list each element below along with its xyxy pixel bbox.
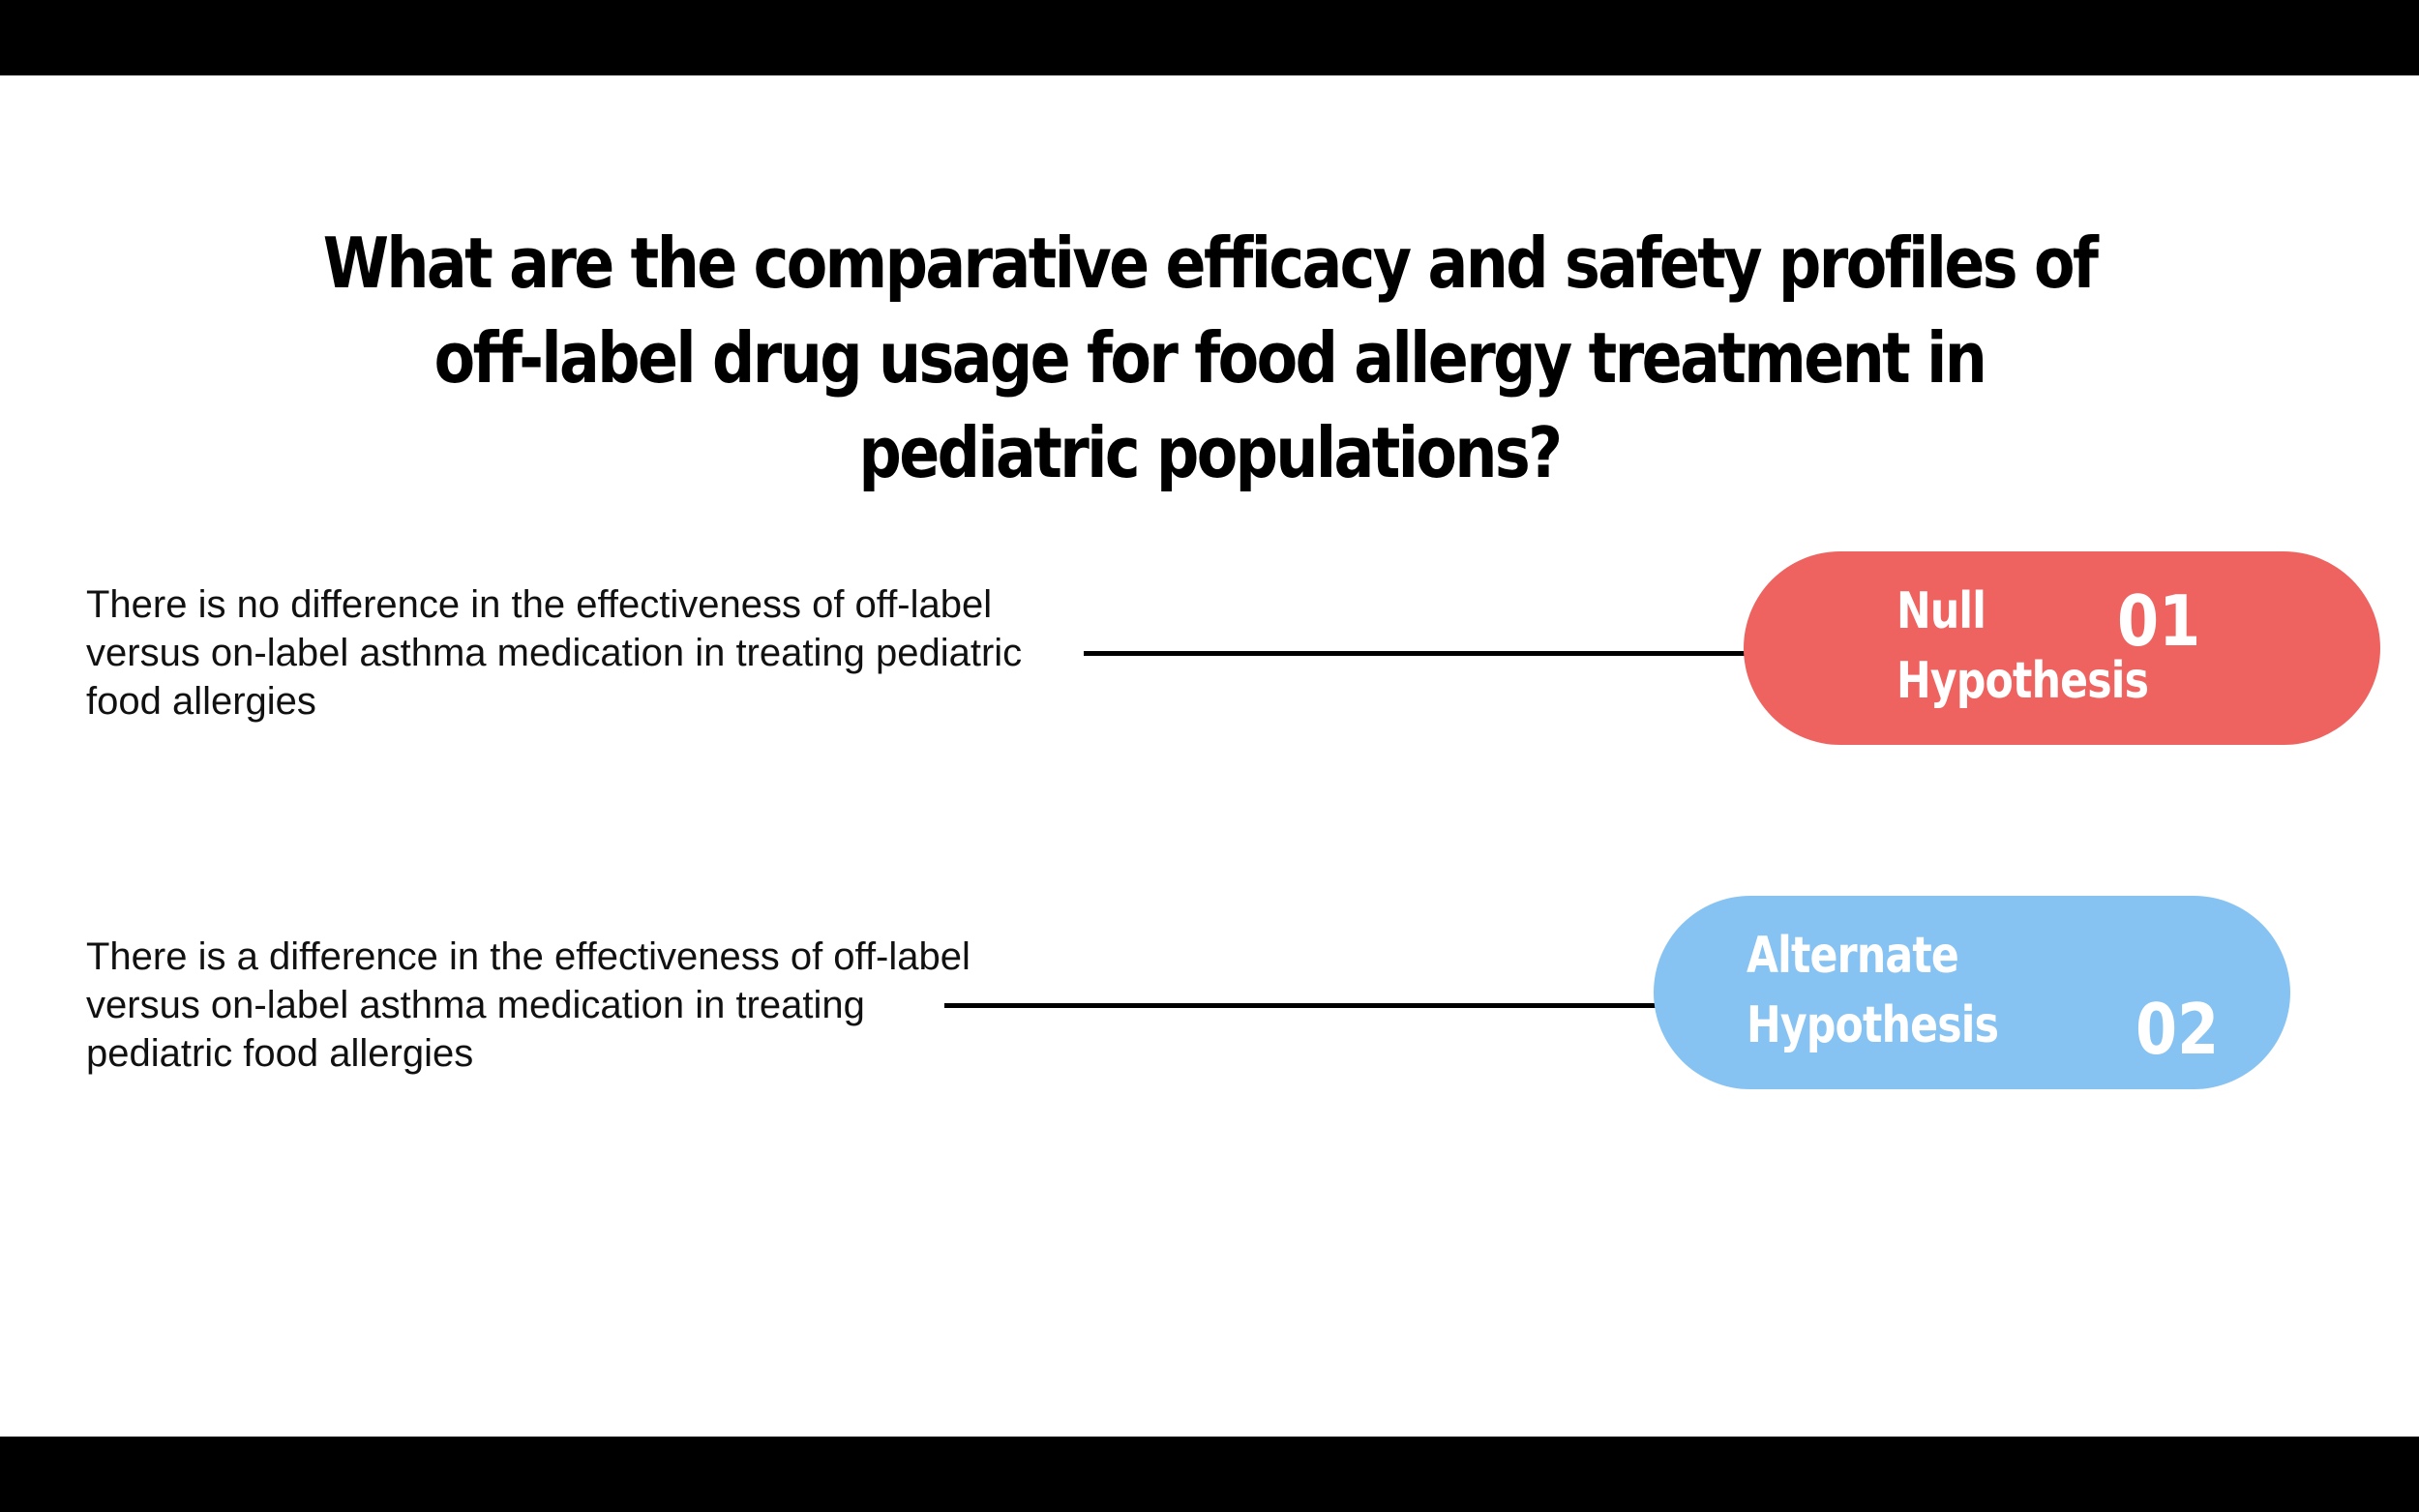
alternate-hypothesis-connector-line (944, 1003, 1657, 1008)
letterbox-bottom (0, 1437, 2419, 1512)
null-hypothesis-connector-line (1084, 651, 1747, 656)
letterbox-top (0, 0, 2419, 75)
alternate-hypothesis-number: 02 (2135, 989, 2220, 1070)
alternate-hypothesis-pill (1654, 896, 2290, 1089)
alternate-hypothesis-label (1747, 921, 1998, 1060)
null-hypothesis-pill (1744, 551, 2380, 745)
null-hypothesis-description: There is no difference in the effectiveness of off-label versus on-label asthma medication in treating pediatric food allergies (86, 583, 1023, 723)
slide-title: What are the comparative efficacy and safety profiles of off-label drug usage for food allergy treatment in pediatric populations? (322, 222, 2097, 493)
alternate-hypothesis-label-line1: Alternate (1747, 927, 1959, 985)
null-hypothesis-label-line1: Null (1896, 582, 1986, 640)
alternate-hypothesis-label-line2: Hypothesis (1747, 996, 1999, 1054)
slide (0, 75, 2419, 1437)
alternate-hypothesis-description: There is a difference in the effectiveness of off-label versus on-label asthma medication in treating pediatric food allergies (86, 935, 971, 1075)
null-hypothesis-label (1896, 577, 2148, 716)
null-hypothesis-number: 01 (2117, 580, 2201, 662)
null-hypothesis-label-line2: Hypothesis (1896, 652, 2149, 710)
